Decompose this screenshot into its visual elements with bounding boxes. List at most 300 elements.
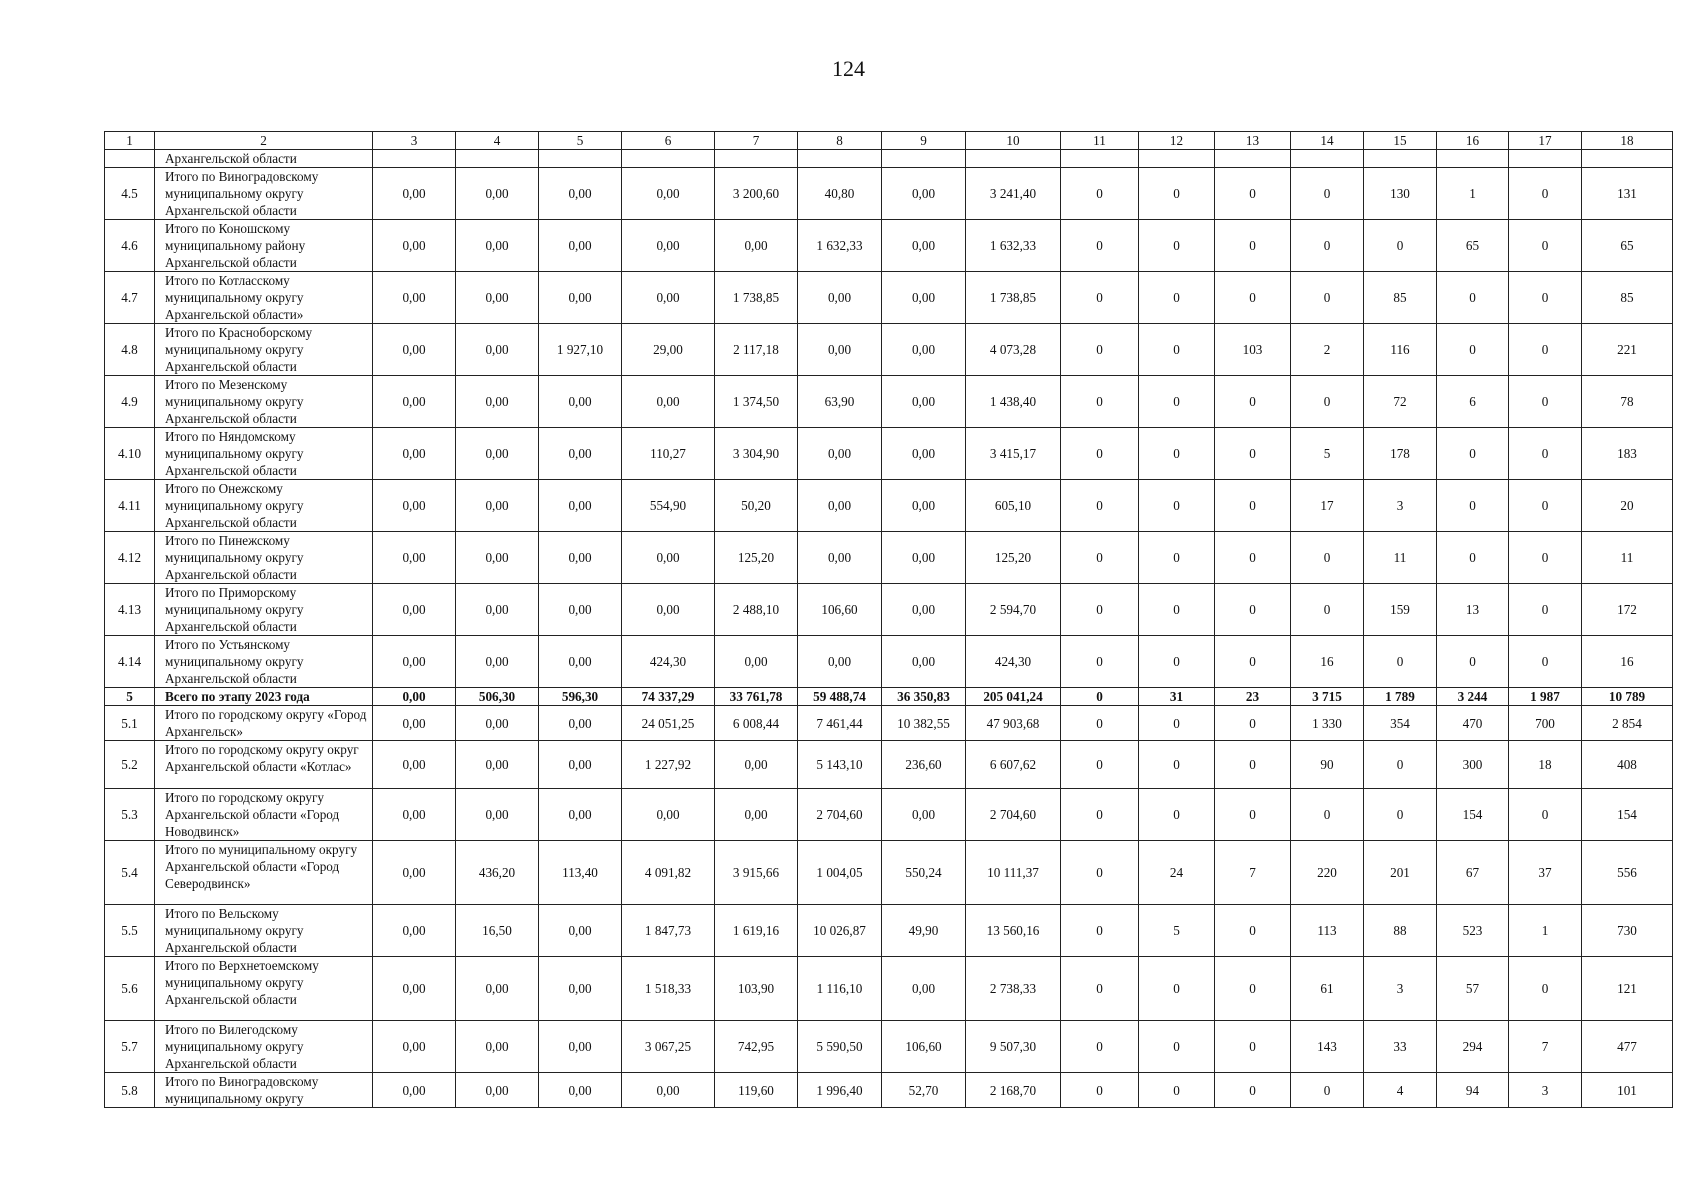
table-row	[105, 220, 1673, 272]
value-cell: 119,60	[715, 1073, 798, 1108]
value-cell: 0,00	[373, 584, 456, 636]
value-cell: 1 116,10	[798, 957, 882, 1021]
row-number-cell: 5.4	[105, 841, 155, 905]
value-cell: 0	[1061, 1021, 1139, 1073]
value-cell: 0	[1291, 220, 1364, 272]
value-cell: 0	[1061, 1073, 1139, 1108]
value-cell: 1 632,33	[966, 220, 1061, 272]
value-cell: 3	[1509, 1073, 1582, 1108]
value-cell: 24	[1139, 841, 1215, 905]
value-cell: 3 915,66	[715, 841, 798, 905]
table-row	[105, 1073, 1673, 1108]
value-cell: 436,20	[456, 841, 539, 905]
value-cell: 0	[1364, 220, 1437, 272]
value-cell: 13	[1437, 584, 1509, 636]
value-cell: 0	[1061, 636, 1139, 688]
value-cell: 0,00	[456, 376, 539, 428]
value-cell: 0	[1364, 789, 1437, 841]
value-cell	[1509, 150, 1582, 168]
value-cell: 113,40	[539, 841, 622, 905]
value-cell: 0,00	[539, 905, 622, 957]
value-cell: 47 903,68	[966, 706, 1061, 741]
column-header: 7	[715, 132, 798, 150]
value-cell: 0,00	[539, 168, 622, 220]
table-row	[105, 324, 1673, 376]
value-cell: 63,90	[798, 376, 882, 428]
value-cell: 0	[1061, 532, 1139, 584]
value-cell: 0	[1509, 636, 1582, 688]
value-cell: 0	[1139, 706, 1215, 741]
value-cell: 0	[1215, 1021, 1291, 1073]
value-cell: 1 996,40	[798, 1073, 882, 1108]
value-cell: 20	[1582, 480, 1673, 532]
value-cell: 101	[1582, 1073, 1673, 1108]
territory-name-cell: Всего по этапу 2023 года	[155, 688, 373, 706]
value-cell: 0,00	[373, 1021, 456, 1073]
value-cell: 0	[1291, 376, 1364, 428]
value-cell: 0	[1139, 272, 1215, 324]
value-cell: 0,00	[539, 741, 622, 789]
value-cell: 0	[1061, 324, 1139, 376]
value-cell: 0,00	[373, 532, 456, 584]
value-cell: 0,00	[373, 324, 456, 376]
value-cell: 300	[1437, 741, 1509, 789]
value-cell: 31	[1139, 688, 1215, 706]
value-cell: 125,20	[715, 532, 798, 584]
value-cell: 0	[1291, 584, 1364, 636]
value-cell: 3 241,40	[966, 168, 1061, 220]
table-row	[105, 150, 1673, 168]
value-cell: 85	[1364, 272, 1437, 324]
value-cell: 0,00	[882, 220, 966, 272]
value-cell: 742,95	[715, 1021, 798, 1073]
value-cell	[1215, 150, 1291, 168]
value-cell: 0,00	[798, 480, 882, 532]
row-number-cell: 5.1	[105, 706, 155, 741]
value-cell: 0,00	[882, 957, 966, 1021]
value-cell: 0	[1139, 428, 1215, 480]
value-cell: 7	[1215, 841, 1291, 905]
value-cell: 159	[1364, 584, 1437, 636]
value-cell: 0,00	[539, 584, 622, 636]
value-cell: 50,20	[715, 480, 798, 532]
value-cell: 18	[1509, 741, 1582, 789]
value-cell	[1139, 150, 1215, 168]
value-cell: 0,00	[456, 957, 539, 1021]
value-cell	[1291, 150, 1364, 168]
value-cell: 0	[1061, 688, 1139, 706]
table-row	[105, 584, 1673, 636]
column-header: 4	[456, 132, 539, 150]
value-cell: 0,00	[456, 1073, 539, 1108]
value-cell: 0	[1509, 428, 1582, 480]
value-cell: 0,00	[622, 789, 715, 841]
value-cell: 90	[1291, 741, 1364, 789]
territory-name-cell: Итого по Вилегодскому муниципальному округу Архангельской области	[155, 1021, 373, 1073]
value-cell: 700	[1509, 706, 1582, 741]
value-cell: 3	[1364, 957, 1437, 1021]
value-cell: 106,60	[882, 1021, 966, 1073]
value-cell: 0,00	[622, 584, 715, 636]
value-cell: 183	[1582, 428, 1673, 480]
value-cell: 0,00	[373, 480, 456, 532]
value-cell: 61	[1291, 957, 1364, 1021]
value-cell: 0,00	[622, 168, 715, 220]
value-cell: 116	[1364, 324, 1437, 376]
value-cell: 0,00	[373, 428, 456, 480]
value-cell: 0,00	[456, 741, 539, 789]
value-cell: 2 704,60	[966, 789, 1061, 841]
value-cell: 0,00	[715, 220, 798, 272]
value-cell: 424,30	[622, 636, 715, 688]
value-cell: 11	[1364, 532, 1437, 584]
value-cell: 0	[1061, 905, 1139, 957]
data-table	[104, 131, 1673, 1108]
column-header-row	[105, 132, 1673, 150]
row-number-cell: 4.14	[105, 636, 155, 688]
value-cell: 0,00	[456, 789, 539, 841]
value-cell: 37	[1509, 841, 1582, 905]
value-cell: 10 026,87	[798, 905, 882, 957]
value-cell: 0	[1509, 584, 1582, 636]
value-cell: 0,00	[882, 789, 966, 841]
value-cell: 0	[1215, 706, 1291, 741]
column-header: 12	[1139, 132, 1215, 150]
value-cell: 0,00	[798, 428, 882, 480]
value-cell: 154	[1437, 789, 1509, 841]
value-cell: 0	[1215, 168, 1291, 220]
value-cell: 730	[1582, 905, 1673, 957]
territory-name-cell: Итого по Котласскому муниципальному округу Архангельской области»	[155, 272, 373, 324]
table-row	[105, 376, 1673, 428]
value-cell: 3 415,17	[966, 428, 1061, 480]
value-cell: 0	[1215, 636, 1291, 688]
value-cell: 65	[1437, 220, 1509, 272]
value-cell: 0,00	[882, 584, 966, 636]
value-cell: 0,00	[456, 220, 539, 272]
value-cell	[1061, 150, 1139, 168]
value-cell: 4 073,28	[966, 324, 1061, 376]
value-cell	[1582, 150, 1673, 168]
value-cell: 0,00	[456, 168, 539, 220]
value-cell: 0	[1139, 376, 1215, 428]
value-cell: 550,24	[882, 841, 966, 905]
value-cell: 0,00	[622, 220, 715, 272]
column-header: 3	[373, 132, 456, 150]
value-cell	[1437, 150, 1509, 168]
value-cell: 0	[1437, 272, 1509, 324]
value-cell: 0	[1139, 324, 1215, 376]
value-cell: 0,00	[882, 480, 966, 532]
value-cell: 3 200,60	[715, 168, 798, 220]
territory-name-cell: Архангельской области	[155, 150, 373, 168]
value-cell: 0,00	[539, 428, 622, 480]
value-cell: 0	[1061, 428, 1139, 480]
value-cell: 0	[1509, 957, 1582, 1021]
row-number-cell: 4.12	[105, 532, 155, 584]
value-cell: 0,00	[539, 636, 622, 688]
value-cell: 0	[1291, 272, 1364, 324]
row-number-cell: 4.13	[105, 584, 155, 636]
value-cell: 154	[1582, 789, 1673, 841]
column-header: 9	[882, 132, 966, 150]
value-cell: 125,20	[966, 532, 1061, 584]
column-header: 15	[1364, 132, 1437, 150]
value-cell: 0	[1215, 428, 1291, 480]
value-cell: 88	[1364, 905, 1437, 957]
value-cell: 0	[1215, 220, 1291, 272]
value-cell: 11	[1582, 532, 1673, 584]
value-cell: 0,00	[456, 480, 539, 532]
column-header: 14	[1291, 132, 1364, 150]
value-cell: 0,00	[373, 706, 456, 741]
value-cell: 1 004,05	[798, 841, 882, 905]
value-cell: 94	[1437, 1073, 1509, 1108]
table-row	[105, 480, 1673, 532]
value-cell: 2 704,60	[798, 789, 882, 841]
value-cell: 0,00	[715, 741, 798, 789]
table-row	[105, 1021, 1673, 1073]
value-cell: 7	[1509, 1021, 1582, 1073]
column-header: 10	[966, 132, 1061, 150]
value-cell: 16	[1582, 636, 1673, 688]
value-cell: 0,00	[539, 480, 622, 532]
value-cell: 1 227,92	[622, 741, 715, 789]
value-cell: 0,00	[622, 376, 715, 428]
value-cell	[622, 150, 715, 168]
territory-name-cell: Итого по Приморскому муниципальному округу Архангельской области	[155, 584, 373, 636]
value-cell: 0	[1061, 272, 1139, 324]
territory-name-cell: Итого по Няндомскому муниципальному округу Архангельской области	[155, 428, 373, 480]
value-cell: 2 738,33	[966, 957, 1061, 1021]
row-number-cell: 4.8	[105, 324, 155, 376]
value-cell: 0	[1215, 1073, 1291, 1108]
territory-name-cell: Итого по городскому округу Архангельской области «Город Новодвинск»	[155, 789, 373, 841]
row-number-cell	[105, 150, 155, 168]
value-cell: 0	[1061, 168, 1139, 220]
value-cell: 1 789	[1364, 688, 1437, 706]
value-cell: 0	[1291, 789, 1364, 841]
value-cell: 0,00	[456, 636, 539, 688]
value-cell: 1 632,33	[798, 220, 882, 272]
value-cell: 5	[1291, 428, 1364, 480]
table-row	[105, 636, 1673, 688]
value-cell: 0	[1139, 1073, 1215, 1108]
value-cell: 0	[1215, 376, 1291, 428]
value-cell: 0	[1061, 220, 1139, 272]
value-cell: 205 041,24	[966, 688, 1061, 706]
value-cell: 1 518,33	[622, 957, 715, 1021]
territory-name-cell: Итого по Коношскому муниципальному району Архангельской области	[155, 220, 373, 272]
value-cell: 0,00	[798, 272, 882, 324]
value-cell: 1	[1437, 168, 1509, 220]
value-cell: 0	[1437, 480, 1509, 532]
table-row	[105, 957, 1673, 1021]
value-cell: 0	[1509, 220, 1582, 272]
value-cell: 0,00	[373, 636, 456, 688]
column-header: 5	[539, 132, 622, 150]
value-cell: 110,27	[622, 428, 715, 480]
value-cell: 506,30	[456, 688, 539, 706]
value-cell: 74 337,29	[622, 688, 715, 706]
row-number-cell: 5.2	[105, 741, 155, 789]
value-cell: 0,00	[373, 688, 456, 706]
value-cell: 0	[1061, 376, 1139, 428]
value-cell: 0,00	[882, 168, 966, 220]
value-cell: 0	[1061, 584, 1139, 636]
value-cell: 294	[1437, 1021, 1509, 1073]
value-cell: 143	[1291, 1021, 1364, 1073]
value-cell	[1364, 150, 1437, 168]
value-cell: 0	[1215, 584, 1291, 636]
territory-name-cell: Итого по Онежскому муниципальному округу Архангельской области	[155, 480, 373, 532]
value-cell: 0,00	[882, 376, 966, 428]
value-cell: 1	[1509, 905, 1582, 957]
value-cell: 2	[1291, 324, 1364, 376]
value-cell: 13 560,16	[966, 905, 1061, 957]
value-cell: 59 488,74	[798, 688, 882, 706]
value-cell: 3 067,25	[622, 1021, 715, 1073]
value-cell: 220	[1291, 841, 1364, 905]
value-cell: 0	[1139, 1021, 1215, 1073]
value-cell: 33	[1364, 1021, 1437, 1073]
value-cell: 0	[1215, 741, 1291, 789]
value-cell: 0,00	[456, 1021, 539, 1073]
value-cell: 0,00	[539, 220, 622, 272]
value-cell: 10 382,55	[882, 706, 966, 741]
row-number-cell: 5.6	[105, 957, 155, 1021]
table-row	[105, 532, 1673, 584]
table-row	[105, 706, 1673, 741]
value-cell: 0	[1061, 706, 1139, 741]
column-header: 17	[1509, 132, 1582, 150]
value-cell: 0	[1139, 480, 1215, 532]
value-cell: 85	[1582, 272, 1673, 324]
value-cell: 106,60	[798, 584, 882, 636]
value-cell: 3 304,90	[715, 428, 798, 480]
row-number-cell: 4.10	[105, 428, 155, 480]
value-cell: 172	[1582, 584, 1673, 636]
value-cell: 0,00	[798, 532, 882, 584]
value-cell: 0	[1291, 1073, 1364, 1108]
territory-name-cell: Итого по Вельскому муниципальному округу Архангельской области	[155, 905, 373, 957]
value-cell: 5	[1139, 905, 1215, 957]
table-row	[105, 741, 1673, 789]
value-cell: 0,00	[373, 168, 456, 220]
value-cell: 10 789	[1582, 688, 1673, 706]
value-cell: 201	[1364, 841, 1437, 905]
value-cell: 78	[1582, 376, 1673, 428]
value-cell: 4 091,82	[622, 841, 715, 905]
value-cell: 1 330	[1291, 706, 1364, 741]
row-number-cell: 5.5	[105, 905, 155, 957]
value-cell: 29,00	[622, 324, 715, 376]
value-cell: 0,00	[539, 789, 622, 841]
value-cell: 0,00	[456, 584, 539, 636]
row-number-cell: 4.7	[105, 272, 155, 324]
value-cell: 0,00	[373, 220, 456, 272]
total-row	[105, 688, 1673, 706]
value-cell: 16	[1291, 636, 1364, 688]
value-cell: 4	[1364, 1073, 1437, 1108]
value-cell: 1 738,85	[715, 272, 798, 324]
value-cell	[882, 150, 966, 168]
value-cell: 9 507,30	[966, 1021, 1061, 1073]
column-header: 13	[1215, 132, 1291, 150]
value-cell: 0,00	[373, 272, 456, 324]
value-cell: 0	[1364, 636, 1437, 688]
value-cell: 0	[1364, 741, 1437, 789]
column-header: 6	[622, 132, 715, 150]
value-cell: 0,00	[373, 376, 456, 428]
value-cell: 354	[1364, 706, 1437, 741]
value-cell: 0,00	[456, 428, 539, 480]
value-cell	[715, 150, 798, 168]
row-number-cell: 4.11	[105, 480, 155, 532]
territory-name-cell: Итого по Красноборскому муниципальному округу Архангельской области	[155, 324, 373, 376]
value-cell: 0,00	[715, 636, 798, 688]
value-cell: 1 438,40	[966, 376, 1061, 428]
value-cell: 7 461,44	[798, 706, 882, 741]
value-cell: 0,00	[622, 272, 715, 324]
value-cell: 103	[1215, 324, 1291, 376]
value-cell: 470	[1437, 706, 1509, 741]
value-cell: 40,80	[798, 168, 882, 220]
value-cell: 523	[1437, 905, 1509, 957]
value-cell: 0,00	[373, 789, 456, 841]
column-header: 11	[1061, 132, 1139, 150]
value-cell	[539, 150, 622, 168]
table-body	[105, 132, 1673, 1108]
value-cell: 0	[1291, 532, 1364, 584]
value-cell: 0,00	[539, 532, 622, 584]
value-cell: 1 927,10	[539, 324, 622, 376]
value-cell: 72	[1364, 376, 1437, 428]
value-cell	[456, 150, 539, 168]
territory-name-cell: Итого по Виноградовскому муниципальному округу	[155, 1073, 373, 1108]
value-cell: 6	[1437, 376, 1509, 428]
value-cell: 0,00	[373, 841, 456, 905]
value-cell: 36 350,83	[882, 688, 966, 706]
table-row	[105, 168, 1673, 220]
column-header: 18	[1582, 132, 1673, 150]
value-cell: 0,00	[798, 324, 882, 376]
territory-name-cell: Итого по Виноградовскому муниципальному округу Архангельской области	[155, 168, 373, 220]
value-cell: 0,00	[715, 789, 798, 841]
row-number-cell: 4.9	[105, 376, 155, 428]
row-number-cell: 5.3	[105, 789, 155, 841]
value-cell: 0,00	[456, 706, 539, 741]
value-cell: 1 374,50	[715, 376, 798, 428]
value-cell: 5 143,10	[798, 741, 882, 789]
value-cell: 236,60	[882, 741, 966, 789]
value-cell: 477	[1582, 1021, 1673, 1073]
table-row	[105, 841, 1673, 905]
value-cell: 0	[1061, 480, 1139, 532]
value-cell: 0	[1509, 272, 1582, 324]
territory-name-cell: Итого по городскому округу округ Архангельской области «Котлас»	[155, 741, 373, 789]
value-cell: 0,00	[373, 957, 456, 1021]
table-row	[105, 789, 1673, 841]
value-cell: 57	[1437, 957, 1509, 1021]
value-cell	[373, 150, 456, 168]
value-cell: 0	[1437, 324, 1509, 376]
value-cell: 0,00	[539, 957, 622, 1021]
column-header: 1	[105, 132, 155, 150]
value-cell: 0	[1509, 376, 1582, 428]
value-cell: 0	[1139, 741, 1215, 789]
territory-name-cell: Итого по Устьянскому муниципальному округу Архангельской области	[155, 636, 373, 688]
